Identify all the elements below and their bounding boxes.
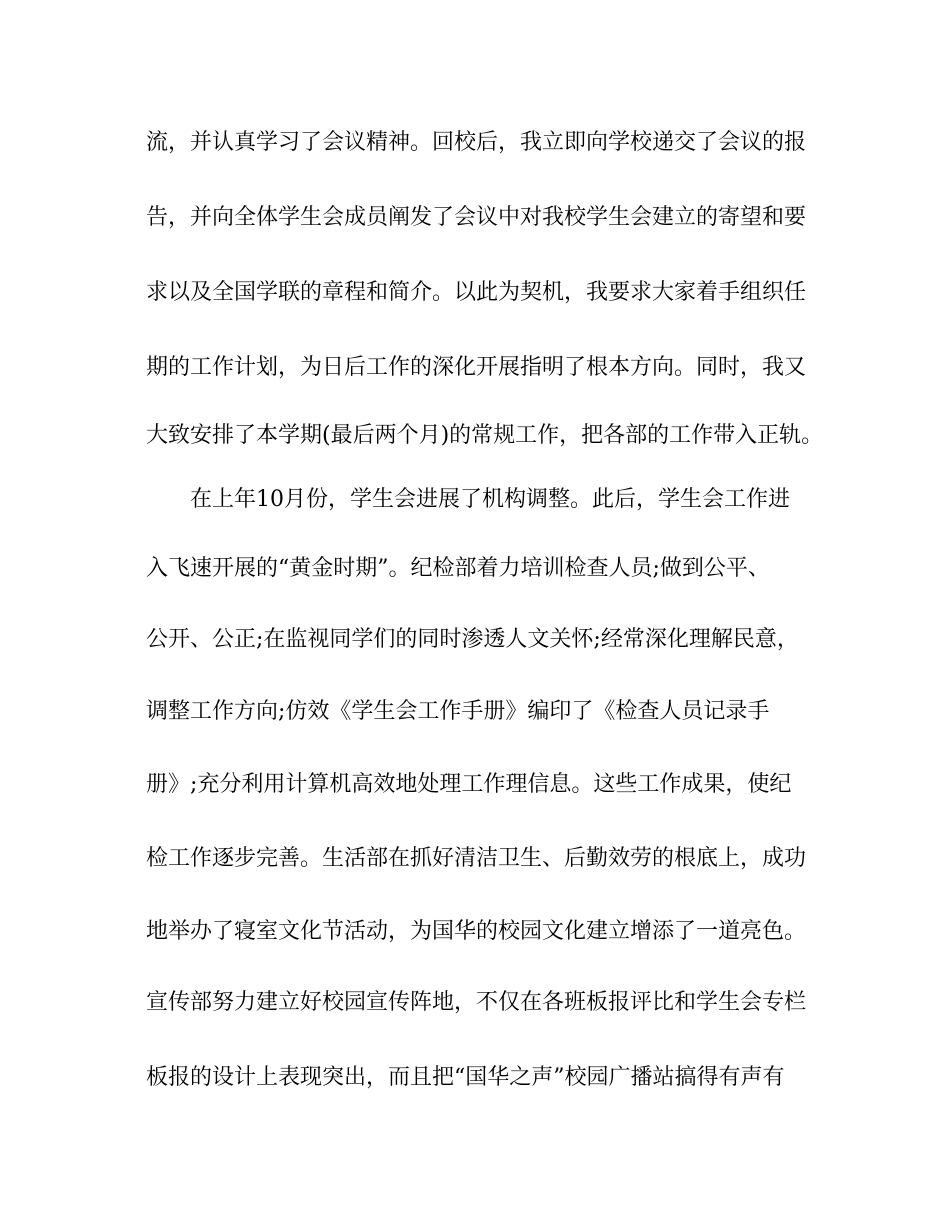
text-line-13: 宣传部努力建立好校园宣传阵地，不仅在各班板报评比和学生会专栏 bbox=[146, 990, 807, 1015]
text-line-2: 告，并向全体学生会成员阐发了会议中对我校学生会建立的寄望和要 bbox=[146, 205, 807, 230]
text-line-9: 调整工作方向;仿效《学生会工作手册》编印了《检查人员记录手 bbox=[146, 699, 770, 724]
text-line-3: 求以及全国学联的章程和简介。以此为契机，我要求大家着手组织任 bbox=[146, 280, 807, 305]
text-line-14: 板报的设计上表现突出，而且把“国华之声”校园广播站搞得有声有 bbox=[146, 1065, 785, 1090]
text-line-8: 公开、公正;在监视同学们的同时渗透人文关怀;经常深化理解民意， bbox=[146, 627, 799, 652]
text-line-1: 流，并认真学习了会议精神。回校后，我立即向学校递交了会议的报 bbox=[146, 130, 807, 155]
text-line-6-paragraph-start: 在上年10月份，学生会进展了机构调整。此后，学生会工作进 bbox=[190, 487, 790, 512]
text-line-11: 检工作逐步完善。生活部在抓好清洁卫生、后勤效劳的根底上，成功 bbox=[146, 846, 807, 871]
text-line-5: 大致安排了本学期(最后两个月)的常规工作，把各部的工作带入正轨。 bbox=[146, 423, 824, 448]
text-line-10: 册》;充分利用计算机高效地处理工作理信息。这些工作成果，使纪 bbox=[146, 772, 792, 797]
text-line-4: 期的工作计划，为日后工作的深化开展指明了根本方向。同时，我又 bbox=[146, 355, 807, 380]
text-line-12: 地举办了寝室文化节活动，为国华的校园文化建立增添了一道亮色。 bbox=[146, 919, 807, 944]
text-line-7: 入飞速开展的“黄金时期”。纪检部着力培训检查人员;做到公平、 bbox=[146, 556, 770, 581]
